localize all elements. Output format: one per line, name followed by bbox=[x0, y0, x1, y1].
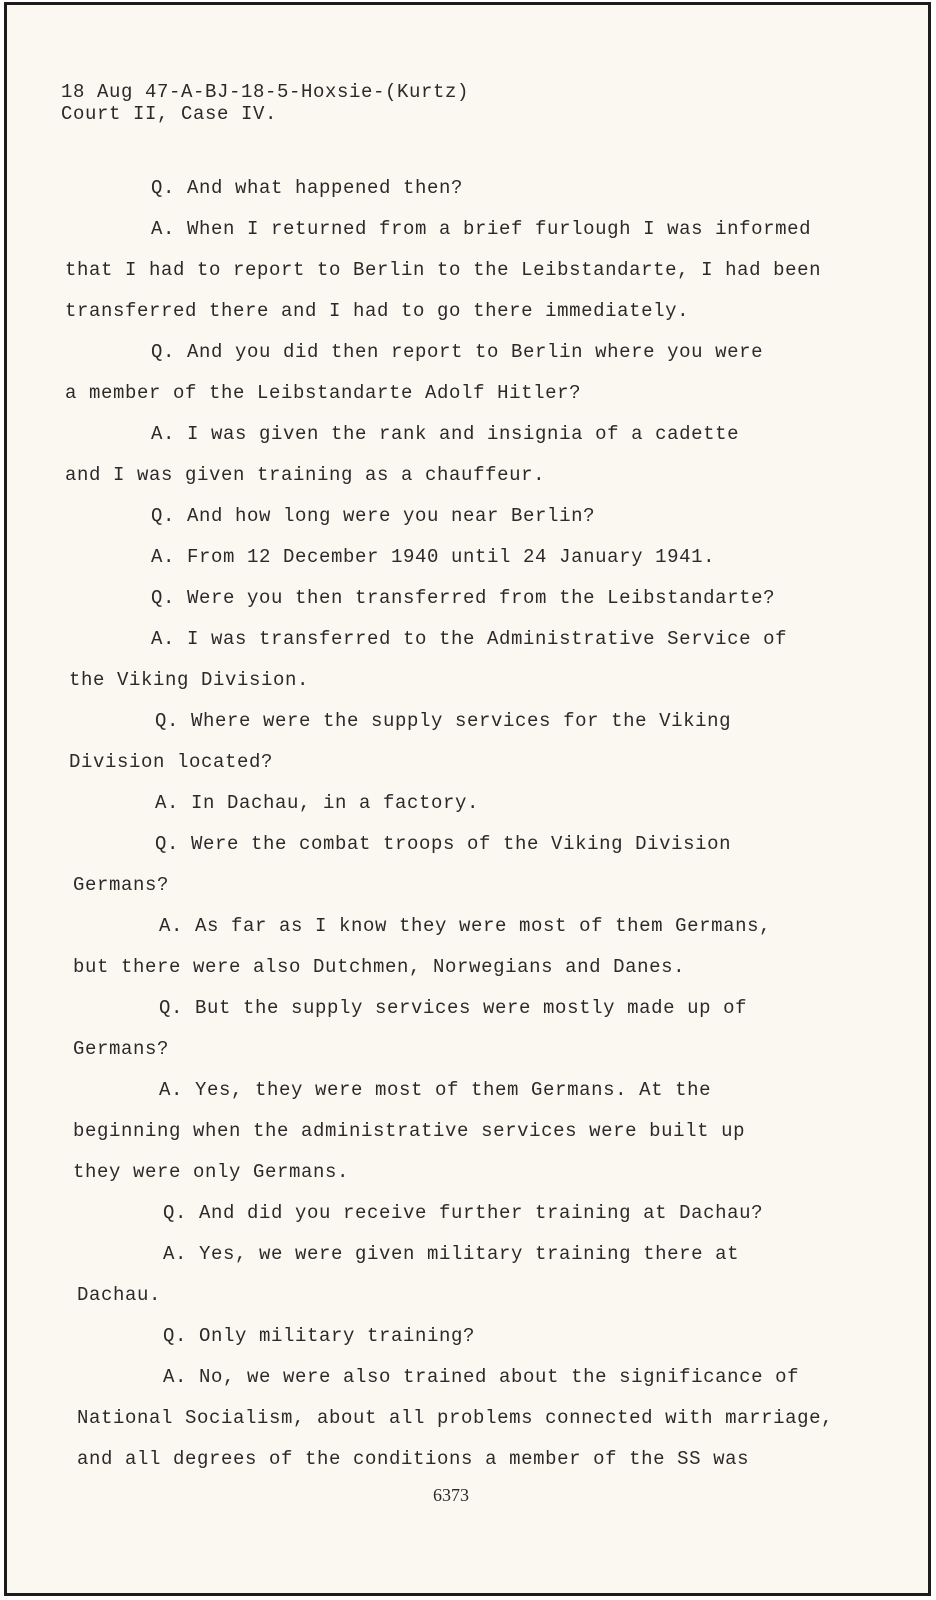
transcript-line: Q. Were the combat troops of the Viking Division bbox=[155, 833, 732, 855]
transcript-line: Q. And you did then report to Berlin where you were bbox=[151, 341, 764, 363]
transcript-line: and I was given training as a chauffeur. bbox=[65, 464, 546, 486]
transcript-line: they were only Germans. bbox=[73, 1161, 350, 1183]
transcript-line: A. When I returned from a brief furlough I was informed bbox=[151, 218, 812, 240]
transcript-line: Germans? bbox=[73, 1038, 170, 1060]
court-case-label: Court II, Case IV. bbox=[61, 103, 278, 125]
transcript-line: a member of the Leibstandarte Adolf Hitler? bbox=[65, 382, 582, 404]
transcript-line: A. In Dachau, in a factory. bbox=[155, 792, 480, 814]
transcript-line: A. From 12 December 1940 until 24 January 1941. bbox=[151, 546, 716, 568]
transcript-line: A. Yes, we were given military training there at bbox=[163, 1243, 740, 1265]
transcript-line: Q. Were you then transferred from the Leibstandarte? bbox=[151, 587, 776, 609]
transcript-line: the Viking Division. bbox=[69, 669, 310, 691]
transcript-line: Q. Only military training? bbox=[163, 1325, 476, 1347]
transcript-page bbox=[4, 2, 931, 1596]
transcript-line: A. I was given the rank and insignia of a cadette bbox=[151, 423, 740, 445]
page-number: 6373 bbox=[433, 1485, 469, 1505]
transcript-line: Q. And what happened then? bbox=[151, 177, 464, 199]
transcript-line: A. Yes, they were most of them Germans. At the bbox=[159, 1079, 712, 1101]
transcript-line: Germans? bbox=[73, 874, 170, 896]
transcript-line: Division located? bbox=[69, 751, 274, 773]
transcript-line: Q. And how long were you near Berlin? bbox=[151, 505, 596, 527]
transcript-line: Dachau. bbox=[77, 1284, 162, 1306]
transcript-line: but there were also Dutchmen, Norwegians and Danes. bbox=[73, 956, 686, 978]
transcript-line: Q. Where were the supply services for the Viking bbox=[155, 710, 732, 732]
transcript-line: transferred there and I had to go there immediately. bbox=[65, 300, 690, 322]
transcript-line: beginning when the administrative services were built up bbox=[73, 1120, 746, 1142]
transcript-line: Q. And did you receive further training at Dachau? bbox=[163, 1202, 764, 1224]
document-reference: 18 Aug 47-A-BJ-18-5-Hoxsie-(Kurtz) bbox=[61, 81, 470, 103]
transcript-line: and all degrees of the conditions a member of the SS was bbox=[77, 1448, 750, 1470]
transcript-line: National Socialism, about all problems connected with marriage, bbox=[77, 1407, 834, 1429]
transcript-line: that I had to report to Berlin to the Leibstandarte, I had been bbox=[65, 259, 822, 281]
transcript-line: A. I was transferred to the Administrative Service of bbox=[151, 628, 788, 650]
transcript-line: Q. But the supply services were mostly made up of bbox=[159, 997, 748, 1019]
transcript-line: A. No, we were also trained about the significance of bbox=[163, 1366, 800, 1388]
transcript-line: A. As far as I know they were most of them Germans, bbox=[159, 915, 772, 937]
